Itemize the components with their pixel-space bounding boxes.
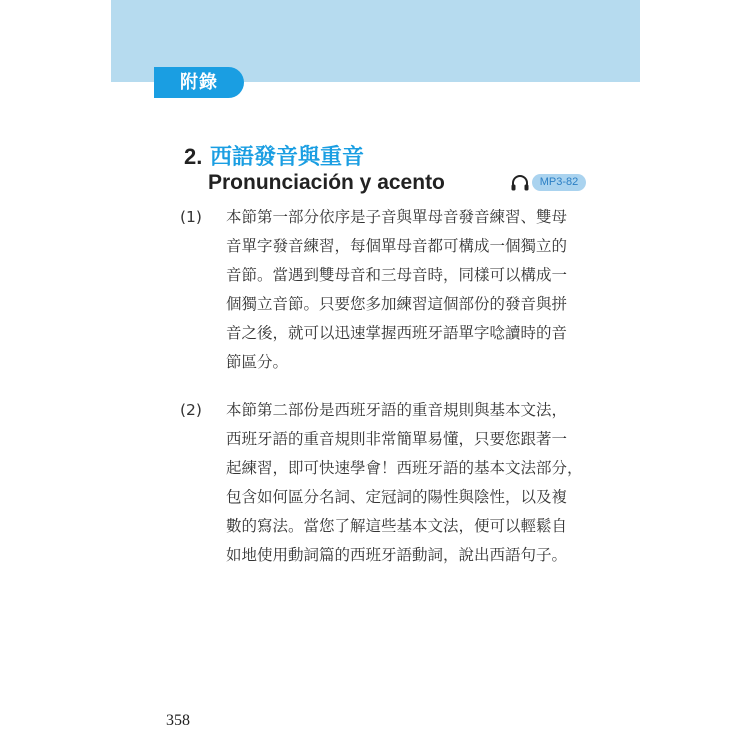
paragraph-line: 包含如何區分名詞、定冠詞的陽性與陰性，以及複 (226, 488, 568, 506)
paragraph-line: 本節第一部分依序是子音與單母音發音練習、雙母 (226, 208, 568, 226)
paragraph-line: 音單字發音練習，每個單母音都可構成一個獨立的 (226, 237, 568, 255)
paragraph-marker: (1) (180, 208, 202, 226)
paragraph-line: 起練習，即可快速學會！西班牙語的基本文法部分， (226, 459, 583, 477)
appendix-tab: 附錄 (154, 67, 244, 98)
paragraph-line: 本節第二部份是西班牙語的重音規則與基本文法， (226, 401, 568, 419)
section-number: 2. (184, 144, 203, 169)
paragraph-1 (180, 203, 590, 377)
paragraph-2 (180, 396, 590, 570)
section-subtitle: Pronunciación y acento (208, 171, 445, 194)
section-title (184, 142, 364, 173)
paragraph-marker: (2) (180, 401, 202, 419)
paragraph-line: 音節。當遇到雙母音和三母音時，同樣可以構成一 (226, 266, 568, 284)
section-title-zh: 西語發音與重音 (210, 145, 365, 170)
headphone-icon[interactable] (510, 174, 530, 192)
paragraph-line: 音之後，就可以迅速掌握西班牙語單字唸讀時的音 (226, 324, 568, 342)
paragraph-line: 西班牙語的重音規則非常簡單易懂，只要您跟著一 (226, 430, 568, 448)
paragraph-line: 節區分。 (226, 353, 289, 371)
paragraph-line: 數的寫法。當您了解這些基本文法，便可以輕鬆自 (226, 517, 568, 535)
audio-track-badge[interactable]: MP3-82 (532, 174, 586, 191)
paragraph-line: 個獨立音節。只要您多加練習這個部份的發音與拼 (226, 295, 568, 313)
page-number: 358 (166, 712, 190, 729)
paragraph-line: 如地使用動詞篇的西班牙語動詞，說出西語句子。 (226, 546, 568, 564)
